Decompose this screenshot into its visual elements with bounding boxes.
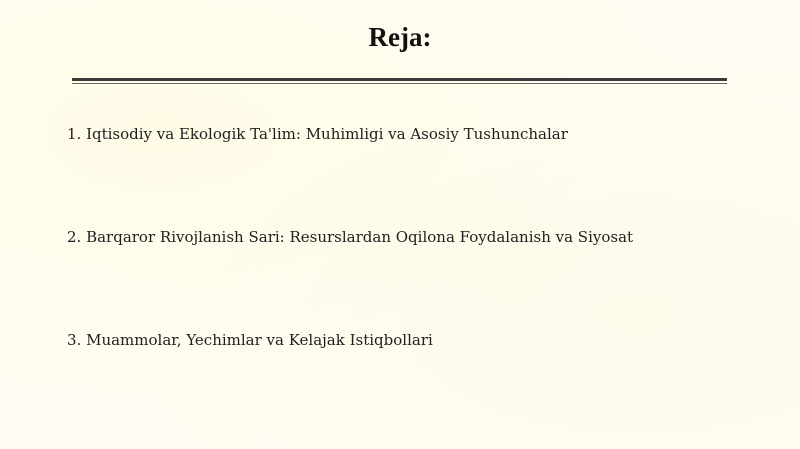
- slide-title: Reja:: [368, 22, 432, 52]
- title-divider-thin: [72, 83, 727, 84]
- plan-item-3: 3. Muammolar, Yechimlar va Kelajak Istiqbollari: [67, 331, 433, 349]
- plan-item-2: 2. Barqaror Rivojlanish Sari: Resurslardan Oqilona Foydalanish va Siyosat: [67, 228, 634, 246]
- title-divider-thick: [72, 78, 727, 81]
- plan-item-1: 1. Iqtisodiy va Ekologik Ta'lim: Muhimligi va Asosiy Tushunchalar: [67, 125, 568, 143]
